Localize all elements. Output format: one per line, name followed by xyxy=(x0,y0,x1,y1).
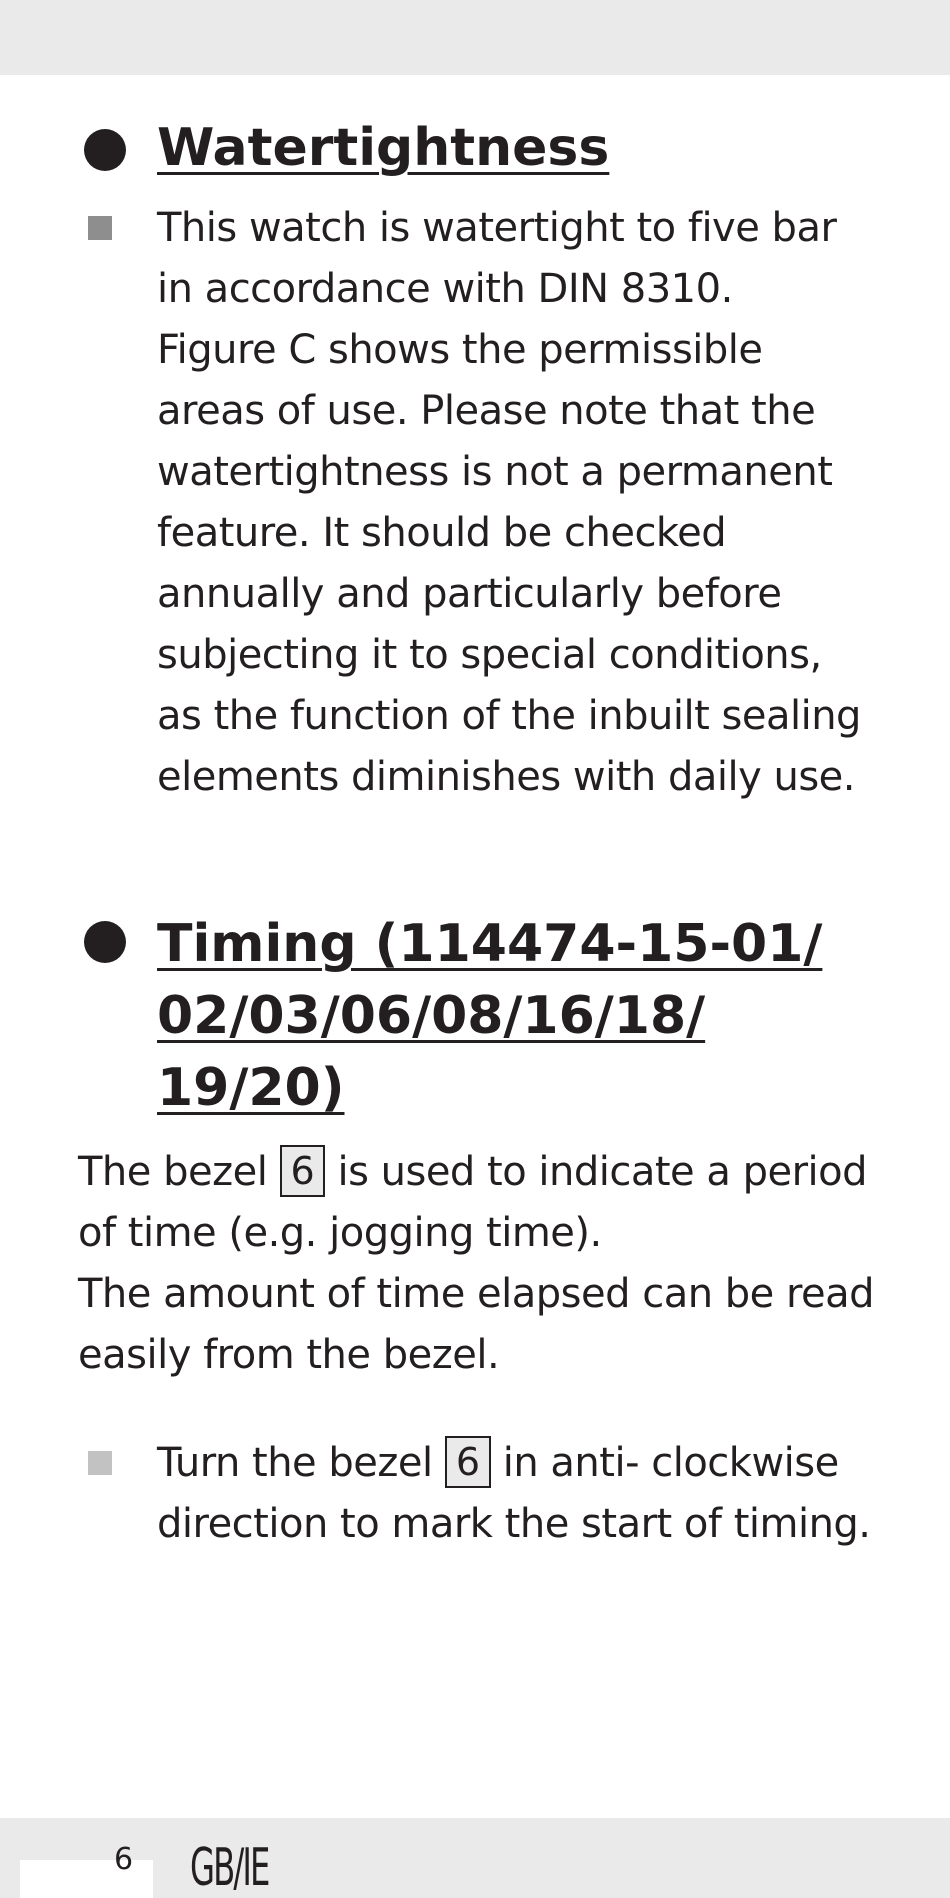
heading-line: 19/20) xyxy=(157,1058,345,1118)
language-code: GB/IE xyxy=(190,1838,269,1898)
section-bullet-icon xyxy=(84,921,126,963)
paragraph-line: annually and particularly before xyxy=(157,571,782,617)
paragraph-line: This watch is watertight to five bar xyxy=(157,205,837,251)
bezel-reference-box: 6 xyxy=(445,1436,491,1488)
heading-line: Timing (114474-15-01/ xyxy=(157,914,823,974)
paragraph-line: feature. It should be checked xyxy=(157,510,727,556)
paragraph-line: as the function of the inbuilt sealing xyxy=(157,693,861,739)
heading-timing xyxy=(157,908,917,1124)
list-square-icon xyxy=(88,216,112,240)
intro-text: is used to indicate a period xyxy=(337,1149,868,1195)
paragraph-line: elements diminishes with daily use. xyxy=(157,754,856,800)
timing-step-paragraph xyxy=(157,1433,937,1555)
intro-line xyxy=(78,1142,938,1203)
heading-line: 02/03/06/08/16/18/ xyxy=(157,986,706,1046)
paragraph-line: areas of use. Please note that the xyxy=(157,388,816,434)
bezel-reference-box: 6 xyxy=(280,1145,326,1197)
heading-watertightness: Watertightness xyxy=(157,118,610,178)
list-square-icon xyxy=(88,1451,112,1475)
top-band xyxy=(0,0,950,75)
paragraph-line: subjecting it to special conditions, xyxy=(157,632,822,678)
intro-text: The bezel xyxy=(78,1149,268,1195)
section-bullet-icon xyxy=(84,129,126,171)
step-text: in anti- clockwise xyxy=(502,1440,839,1486)
step-line xyxy=(157,1433,937,1494)
paragraph-line: Figure C shows the permissible xyxy=(157,327,763,373)
paragraph-line: watertightness is not a permanent xyxy=(157,449,833,495)
intro-line: The amount of time elapsed can be read xyxy=(78,1271,875,1317)
intro-line: of time (e.g. jogging time). xyxy=(78,1210,602,1256)
watertightness-paragraph xyxy=(157,198,927,808)
intro-line: easily from the bezel. xyxy=(78,1332,500,1378)
timing-intro-paragraph xyxy=(78,1142,938,1386)
paragraph-line: in accordance with DIN 8310. xyxy=(157,266,733,312)
step-line: direction to mark the start of timing. xyxy=(157,1501,871,1547)
page-number: 6 xyxy=(114,1842,134,1877)
step-text: Turn the bezel xyxy=(157,1440,433,1486)
